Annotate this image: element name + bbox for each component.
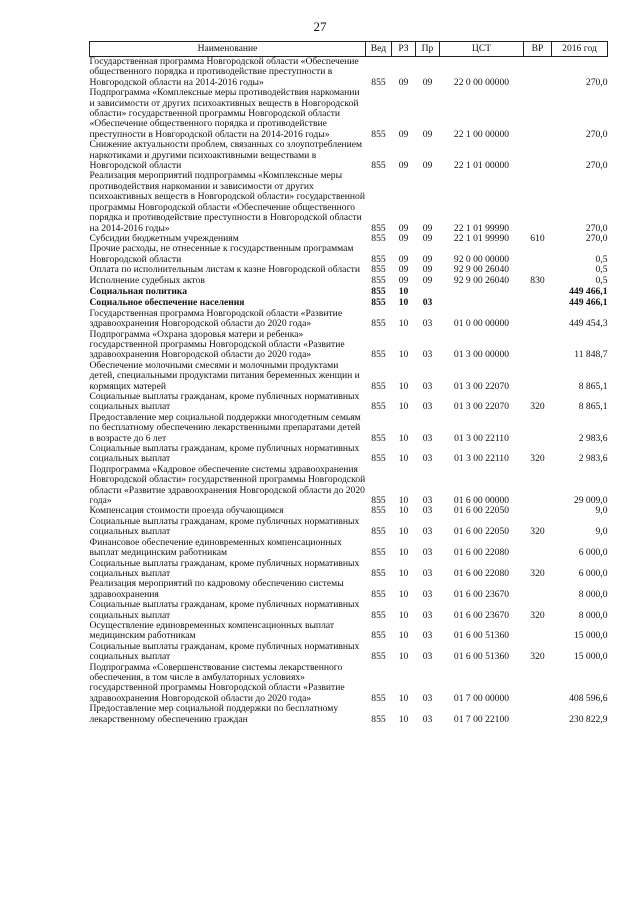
table-row xyxy=(90,559,608,580)
row-cst: 01 7 00 00000 xyxy=(453,692,510,704)
row-ved: 855 xyxy=(371,401,386,413)
row-pr: 09 xyxy=(422,222,433,234)
row-vr xyxy=(524,309,552,330)
row-rz: 10 xyxy=(398,651,409,663)
row-rz: 10 xyxy=(398,692,409,704)
row-amount: 270,0 xyxy=(585,76,608,88)
table-row xyxy=(90,286,608,297)
row-name: Обеспечение молочными смесями и молочными продуктами детей, специальными продуктами питания беременных женщин и кормящих матерей xyxy=(89,359,360,392)
row-cst: 01 0 00 00000 xyxy=(453,318,510,330)
row-pr: 09 xyxy=(422,76,433,88)
row-vr: 320 xyxy=(530,567,545,579)
row-vr: 830 xyxy=(530,274,545,286)
table-row xyxy=(90,663,608,705)
row-pr: 03 xyxy=(422,547,433,559)
row-cst xyxy=(440,286,524,297)
row-vr: 320 xyxy=(530,453,545,465)
row-name: Социальные выплаты гражданам, кроме публичных нормативных социальных выплат xyxy=(89,599,360,621)
row-cst: 22 0 00 00000 xyxy=(453,76,510,88)
row-amount: 270,0 xyxy=(585,222,608,234)
table-row xyxy=(90,309,608,330)
row-vr: 610 xyxy=(530,232,545,244)
row-pr: 03 xyxy=(422,505,433,517)
row-vr xyxy=(524,663,552,705)
row-ved: 855 xyxy=(371,547,386,559)
row-rz: 10 xyxy=(398,547,409,559)
row-vr xyxy=(524,244,552,265)
row-rz: 10 xyxy=(398,432,409,444)
row-name: Социальное обеспечение населения xyxy=(89,297,245,309)
row-cst xyxy=(440,297,524,308)
row-cst: 01 3 00 00000 xyxy=(453,349,510,361)
row-pr: 09 xyxy=(422,128,433,140)
table-header-row xyxy=(90,42,608,57)
row-pr: 03 xyxy=(422,713,433,725)
row-pr: 03 xyxy=(422,651,433,663)
row-cst: 01 7 00 22100 xyxy=(453,713,510,725)
row-name: Субсидии бюджетным учреждениям xyxy=(89,232,239,244)
row-amount: 9,0 xyxy=(595,526,608,538)
row-cst: 01 3 00 22110 xyxy=(454,432,509,444)
row-amount: 29 009,0 xyxy=(573,495,608,507)
row-pr: 03 xyxy=(422,297,433,309)
row-ved: 855 xyxy=(371,432,386,444)
row-name: Исполнение судебных актов xyxy=(89,274,205,286)
row-name: Социальные выплаты гражданам, кроме публичных нормативных социальных выплат xyxy=(89,443,360,465)
row-ved: 855 xyxy=(371,160,386,172)
table-row xyxy=(90,538,608,559)
row-vr xyxy=(524,297,552,308)
row-cst: 22 1 01 99990 xyxy=(453,222,510,234)
row-amount: 2 983,6 xyxy=(578,432,608,444)
row-vr xyxy=(524,57,552,89)
budget-table xyxy=(89,41,608,725)
row-pr: 03 xyxy=(422,453,433,465)
row-cst: 01 6 00 22080 xyxy=(453,567,510,579)
row-ved: 855 xyxy=(371,651,386,663)
table-row xyxy=(90,171,608,233)
row-ved: 855 xyxy=(371,380,386,392)
row-ved: 855 xyxy=(371,453,386,465)
row-cst: 01 6 00 22050 xyxy=(453,505,510,517)
row-amount: 15 000,0 xyxy=(573,651,608,663)
row-name: Государственная программа Новгородской области «Развитие здравоохранения Новгородской области до 2020 года» xyxy=(89,307,343,330)
row-rz: 09 xyxy=(398,274,409,286)
row-vr xyxy=(524,286,552,297)
row-vr xyxy=(524,361,552,392)
row-pr: 09 xyxy=(422,232,433,244)
row-rz: 10 xyxy=(398,285,409,297)
header-cst: ЦСТ xyxy=(440,42,524,57)
header-ved: Вед xyxy=(366,42,392,57)
row-rz: 10 xyxy=(398,495,409,507)
row-rz: 10 xyxy=(398,567,409,579)
row-cst: 22 1 00 00000 xyxy=(453,128,510,140)
row-rz: 09 xyxy=(398,264,409,276)
row-name: Снижение актуальности проблем, связанных со злоупотреблением наркотиками и другими психоактивными веществами в Новгородской области xyxy=(89,139,363,172)
row-pr: 03 xyxy=(422,630,433,642)
row-rz: 10 xyxy=(398,380,409,392)
table-row xyxy=(90,265,608,275)
row-rz: 10 xyxy=(398,588,409,600)
table-row xyxy=(90,330,608,361)
row-pr: 03 xyxy=(422,432,433,444)
table-row xyxy=(90,276,608,286)
table-row xyxy=(90,517,608,538)
row-amount: 11 848,7 xyxy=(574,349,608,361)
row-cst: 01 3 00 22070 xyxy=(453,401,510,413)
row-pr: 09 xyxy=(422,264,433,276)
row-name: Оплата по исполнительным листам к казне Новгородской области xyxy=(89,264,360,276)
table-row xyxy=(90,579,608,600)
row-vr xyxy=(524,538,552,559)
row-rz: 09 xyxy=(398,253,409,265)
row-vr xyxy=(524,579,552,600)
row-cst: 01 6 00 51360 xyxy=(453,630,510,642)
row-ved: 855 xyxy=(371,609,386,621)
row-vr: 320 xyxy=(530,526,545,538)
row-name: Государственная программа Новгородской области «Обеспечение общественного порядка и противодействие преступности в Новгородской области на 2014-2016 годы» xyxy=(89,56,359,88)
row-name: Прочие расходы, не отнесенные к государственным программам Новгородской области xyxy=(89,243,354,265)
table-row xyxy=(90,413,608,444)
row-ved: 855 xyxy=(371,495,386,507)
row-rz: 09 xyxy=(398,222,409,234)
row-rz: 10 xyxy=(398,401,409,413)
row-pr: 03 xyxy=(422,349,433,361)
row-pr: 03 xyxy=(422,380,433,392)
row-pr: 09 xyxy=(422,253,433,265)
header-name: Наименование xyxy=(90,42,366,57)
row-vr xyxy=(524,506,552,516)
row-name: Компенсация стоимости проезда обучающимся xyxy=(89,505,284,517)
row-amount: 449 466,1 xyxy=(569,297,608,309)
row-cst: 92 0 00 00000 xyxy=(453,253,510,265)
row-cst: 92 9 00 26040 xyxy=(453,274,510,286)
row-rz: 09 xyxy=(398,128,409,140)
row-name: Осуществление единовременных компенсационных выплат медицинским работникам xyxy=(89,619,335,642)
row-rz: 10 xyxy=(398,318,409,330)
header-pr: Пр xyxy=(416,42,440,57)
row-ved: 855 xyxy=(371,232,386,244)
row-cst: 01 6 00 51360 xyxy=(453,651,510,663)
row-cst: 01 3 00 22070 xyxy=(453,380,510,392)
row-rz: 10 xyxy=(398,526,409,538)
row-ved: 855 xyxy=(371,274,386,286)
row-amount: 408 596,6 xyxy=(569,692,608,704)
row-amount: 270,0 xyxy=(585,128,608,140)
row-pr: 03 xyxy=(422,401,433,413)
row-name: Реализация мероприятий подпрограммы «Комплексные меры противодействия наркомании и зависимости от других психоактивных веществ в Новгородской области» государственной программы Новгородской области «Обеспечение общественного порядка и противодействие преступности в Новгородской области на 2014-2016 годы» xyxy=(89,170,365,234)
table-row xyxy=(90,361,608,392)
row-pr: 03 xyxy=(422,692,433,704)
row-amount: 449 466,1 xyxy=(569,285,608,297)
row-name: Подпрограмма «Комплексные меры противодействия наркомании и зависимости от других психоактивных веществ в Новгородской области» государственной программы Новгородской области «Обеспечение общественного порядка и противодействие преступности в Новгородской области на 2014-2016 годы» xyxy=(89,87,360,140)
row-pr: 03 xyxy=(422,526,433,538)
row-ved: 855 xyxy=(371,349,386,361)
row-vr xyxy=(524,413,552,444)
row-vr xyxy=(524,140,552,171)
row-cst: 01 6 00 23670 xyxy=(453,588,510,600)
row-amount: 0,5 xyxy=(595,253,608,265)
row-ved: 855 xyxy=(371,588,386,600)
row-vr xyxy=(524,465,552,507)
row-rz: 10 xyxy=(398,505,409,517)
row-rz: 09 xyxy=(398,232,409,244)
row-vr xyxy=(524,171,552,233)
row-name: Социальные выплаты гражданам, кроме публичных нормативных социальных выплат xyxy=(89,640,360,663)
row-amount: 9,0 xyxy=(595,505,608,517)
row-name: Подпрограмма «Совершенствование системы лекарственного обеспечения, в том числе в амбулаторных условиях» государственной программы Новгородской области «Развитие здравоохранения Новгородской области до 2020 года» xyxy=(89,661,345,704)
row-amount: 230 822,9 xyxy=(569,713,608,725)
table-row xyxy=(90,621,608,642)
row-rz: 09 xyxy=(398,76,409,88)
table-row xyxy=(90,140,608,171)
row-name: Предоставление мер социальной поддержки многодетным семьям по бесплатному обеспечению лекарственными препаратами детей в возрасте до 6 лет xyxy=(89,411,361,444)
row-ved: 855 xyxy=(371,567,386,579)
row-ved: 855 xyxy=(371,630,386,642)
row-pr: 03 xyxy=(422,318,433,330)
table-row xyxy=(90,704,608,725)
page-number: 27 xyxy=(313,19,327,34)
row-amount: 8 865,1 xyxy=(578,401,608,413)
row-cst: 22 1 01 00000 xyxy=(453,160,510,172)
row-ved: 855 xyxy=(371,318,386,330)
header-amount: 2016 год xyxy=(552,42,608,57)
row-name: Социальная политика xyxy=(89,285,188,297)
row-rz: 10 xyxy=(398,713,409,725)
row-vr: 320 xyxy=(530,651,545,663)
row-ved: 855 xyxy=(371,264,386,276)
row-rz: 09 xyxy=(398,160,409,172)
row-amount: 8 000,0 xyxy=(578,588,608,600)
row-cst: 01 6 00 22080 xyxy=(453,547,510,559)
row-pr: 09 xyxy=(422,160,433,172)
row-vr xyxy=(524,88,552,140)
table-row xyxy=(90,244,608,265)
row-vr: 320 xyxy=(530,609,545,621)
row-rz: 10 xyxy=(398,609,409,621)
row-rz: 10 xyxy=(398,453,409,465)
table-row xyxy=(90,444,608,465)
row-name: Социальные выплаты гражданам, кроме публичных нормативных социальных выплат xyxy=(89,557,360,579)
row-pr: 03 xyxy=(422,495,433,507)
table-row xyxy=(90,88,608,140)
row-name: Социальные выплаты гражданам, кроме публичных нормативных социальных выплат xyxy=(89,515,360,538)
row-ved: 855 xyxy=(371,713,386,725)
row-pr xyxy=(416,286,440,297)
row-vr xyxy=(524,704,552,725)
row-amount: 0,5 xyxy=(595,274,608,286)
table-row xyxy=(90,57,608,89)
row-name: Подпрограмма «Кадровое обеспечение системы здравоохранения Новгородской области» государственной программы Новгородской области «Развитие здравоохранения Новгородской области до 2020 года» xyxy=(89,463,366,507)
row-name: Реализация мероприятий по кадровому обеспечению системы здравоохранения xyxy=(89,578,344,600)
row-vr: 320 xyxy=(530,401,545,413)
row-rz: 10 xyxy=(398,630,409,642)
row-rz: 10 xyxy=(398,297,409,309)
row-cst: 01 6 00 00000 xyxy=(453,495,510,507)
row-cst: 01 6 00 23670 xyxy=(453,609,510,621)
row-ved: 855 xyxy=(371,692,386,704)
row-name: Подпрограмма «Охрана здоровья матери и ребенка» государственной программы Новгородской области «Развитие здравоохранения Новгородской области до 2020 года» xyxy=(89,328,345,361)
row-amount: 6 000,0 xyxy=(578,567,608,579)
row-amount: 6 000,0 xyxy=(578,547,608,559)
row-name: Финансовое обеспечение единовременных компенсационных выплат медицинским работникам xyxy=(89,536,342,559)
table-row xyxy=(90,642,608,663)
row-ved: 855 xyxy=(371,505,386,517)
row-cst: 22 1 01 99990 xyxy=(453,232,510,244)
table-row xyxy=(90,465,608,507)
header-rz: РЗ xyxy=(392,42,416,57)
row-pr: 03 xyxy=(422,567,433,579)
row-amount: 8 000,0 xyxy=(578,609,608,621)
row-name: Предоставление мер социальной поддержки по бесплатному лекарственному обеспечению граждан xyxy=(89,703,339,725)
row-ved: 855 xyxy=(371,76,386,88)
row-cst: 01 3 00 22110 xyxy=(454,453,509,465)
row-ved: 855 xyxy=(371,253,386,265)
table-body xyxy=(90,57,608,726)
row-vr xyxy=(524,330,552,361)
row-vr xyxy=(524,621,552,642)
row-ved: 855 xyxy=(371,222,386,234)
row-amount: 270,0 xyxy=(585,160,608,172)
row-ved: 855 xyxy=(371,128,386,140)
header-vr: ВР xyxy=(524,42,552,57)
row-amount: 270,0 xyxy=(585,232,608,244)
row-rz: 10 xyxy=(398,349,409,361)
row-amount: 8 865,1 xyxy=(578,380,608,392)
row-amount: 15 000,0 xyxy=(573,630,608,642)
row-name: Социальные выплаты гражданам, кроме публичных нормативных социальных выплат xyxy=(89,391,360,413)
row-ved: 855 xyxy=(371,526,386,538)
row-amount: 2 983,6 xyxy=(578,453,608,465)
table-row xyxy=(90,392,608,413)
row-pr: 09 xyxy=(422,274,433,286)
row-pr: 03 xyxy=(422,609,433,621)
row-ved: 855 xyxy=(371,297,386,309)
table-row xyxy=(90,600,608,621)
row-cst: 01 6 00 22050 xyxy=(453,526,510,538)
row-cst: 92 9 00 26040 xyxy=(453,264,510,276)
row-ved: 855 xyxy=(371,285,386,297)
row-pr: 03 xyxy=(422,588,433,600)
row-amount: 0,5 xyxy=(595,264,608,276)
row-vr xyxy=(524,265,552,275)
row-amount: 449 454,3 xyxy=(569,318,608,330)
